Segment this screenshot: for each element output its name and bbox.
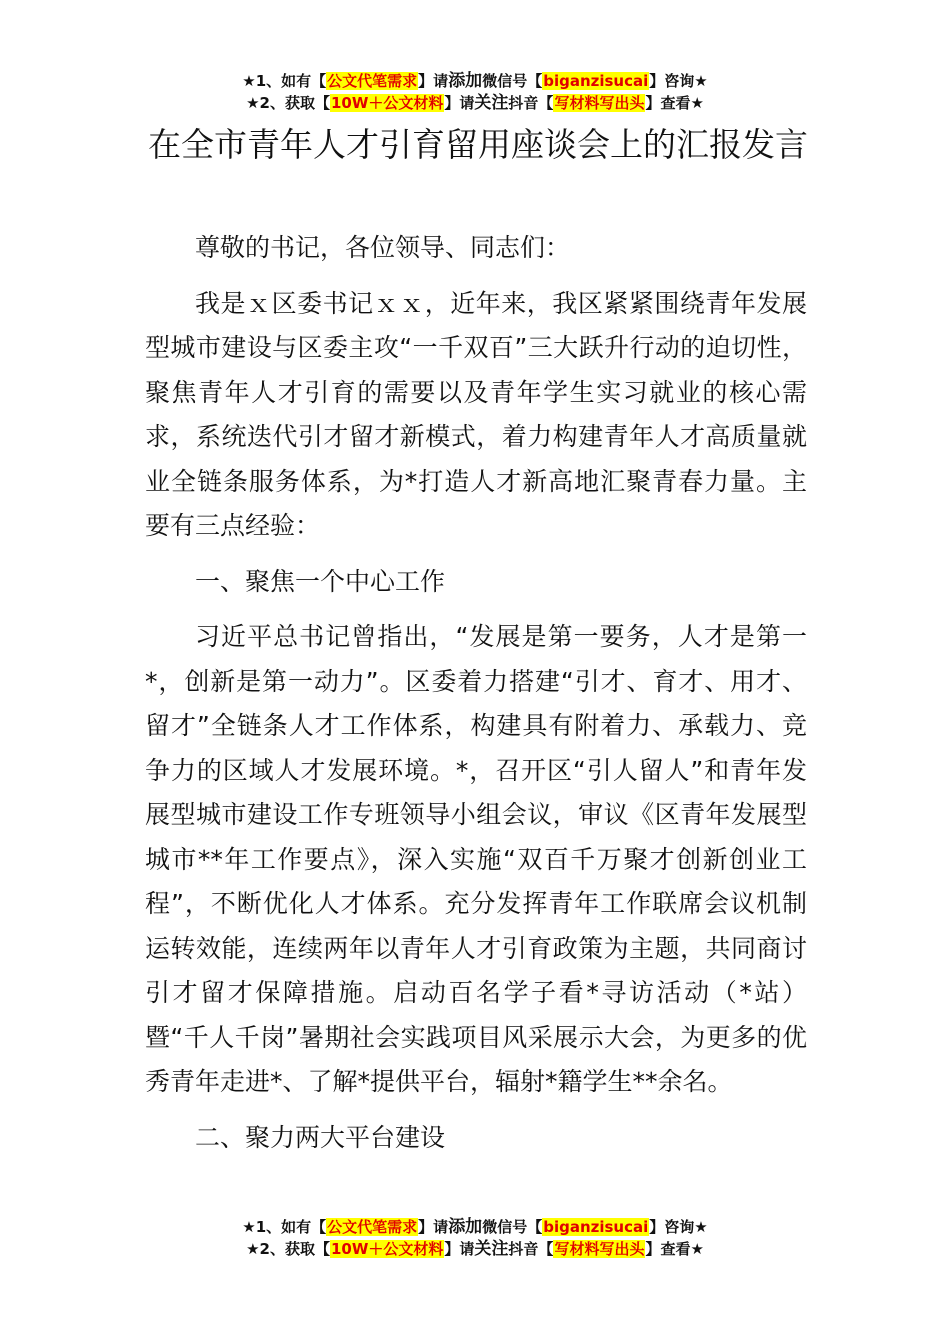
promo-highlight: 10W＋公文材料 (330, 94, 444, 112)
promo-text: 抖音【 (508, 1240, 554, 1258)
promo-banner-top (0, 70, 950, 114)
promo-text: 】请 (418, 72, 449, 90)
promo-text: ★2、获取【 (246, 94, 330, 112)
promo-emphasis: 关注 (474, 93, 509, 113)
promo-text: 微信号【 (482, 72, 543, 90)
promo-text: 】请 (444, 1240, 475, 1258)
promo-line-2 (0, 92, 950, 114)
promo-highlight: biganzisucai (543, 1218, 649, 1236)
promo-text: ★1、如有【 (242, 1218, 327, 1236)
promo-text: 】请 (444, 94, 475, 112)
promo-highlight: 写材料写出头 (554, 1240, 645, 1258)
promo-text: 抖音【 (508, 94, 554, 112)
promo-emphasis: 添加 (448, 71, 483, 91)
promo-line-2 (0, 1238, 950, 1260)
promo-highlight: 公文代笔需求 (327, 1218, 418, 1236)
promo-text: ★1、如有【 (242, 72, 327, 90)
promo-line-1 (0, 70, 950, 92)
section-heading: 一、聚焦一个中心工作 (195, 566, 446, 596)
promo-text: ★2、获取【 (246, 1240, 330, 1258)
promo-banner-bottom (0, 1216, 950, 1260)
section-heading: 二、聚力两大平台建设 (195, 1122, 446, 1152)
promo-highlight: 写材料写出头 (554, 94, 645, 112)
promo-text: 】请 (418, 1218, 449, 1236)
promo-text: 】查看★ (645, 94, 704, 112)
promo-highlight: 10W＋公文材料 (330, 1240, 444, 1258)
promo-text: 】查看★ (645, 1240, 704, 1258)
promo-text: 微信号【 (482, 1218, 543, 1236)
promo-line-1 (0, 1216, 950, 1238)
body-paragraph: 我是ｘ区委书记ｘｘ，近年来，我区紧紧围绕青年发展型城市建设与区委主攻“一千双百”三大跃升行动的迫切性，聚焦青年人才引育的需要以及青年学生实习就业的核心需求，系统迭代引才留才新模式，着力构建青年人才高质量就业全链条服务体系，为*打造人才新高地汇聚青春力量。主要有三点经验： (145, 288, 807, 540)
promo-highlight: 公文代笔需求 (327, 72, 418, 90)
promo-highlight: biganzisucai (543, 72, 649, 90)
promo-text: 】咨询★ (649, 72, 708, 90)
salutation: 尊敬的书记，各位领导、同志们： (195, 233, 571, 262)
promo-text: 】咨询★ (649, 1218, 708, 1236)
promo-emphasis: 关注 (474, 1239, 509, 1259)
document-body (145, 226, 807, 1171)
body-paragraph: 习近平总书记曾指出，“发展是第一要务，人才是第一*，创新是第一动力”。区委着力搭建“引才、育才、用才、留才”全链条人才工作体系，构建具有附着力、承载力、竞争力的区域人才发展环境。*，召开区“引人留人”和青年发展型城市建设工作专班领导小组会议，审议《区青年发展型城市**年工作要点》，深入实施“双百千万聚才创新创业工程”，不断优化人才体系。充分发挥青年工作联席会议机制运转效能，连续两年以青年人才引育政策为主题，共同商讨引才留才保障措施。启动百名学子看*寻访活动（*站）暨“千人千岗”暑期社会实践项目风采展示大会，为更多的优秀青年走进*、了解*提供平台，辐射*籍学生**余名。 (145, 622, 807, 1096)
promo-emphasis: 添加 (448, 1217, 483, 1237)
document-title: 在全市青年人才引育留用座谈会上的汇报发言 (148, 125, 808, 164)
